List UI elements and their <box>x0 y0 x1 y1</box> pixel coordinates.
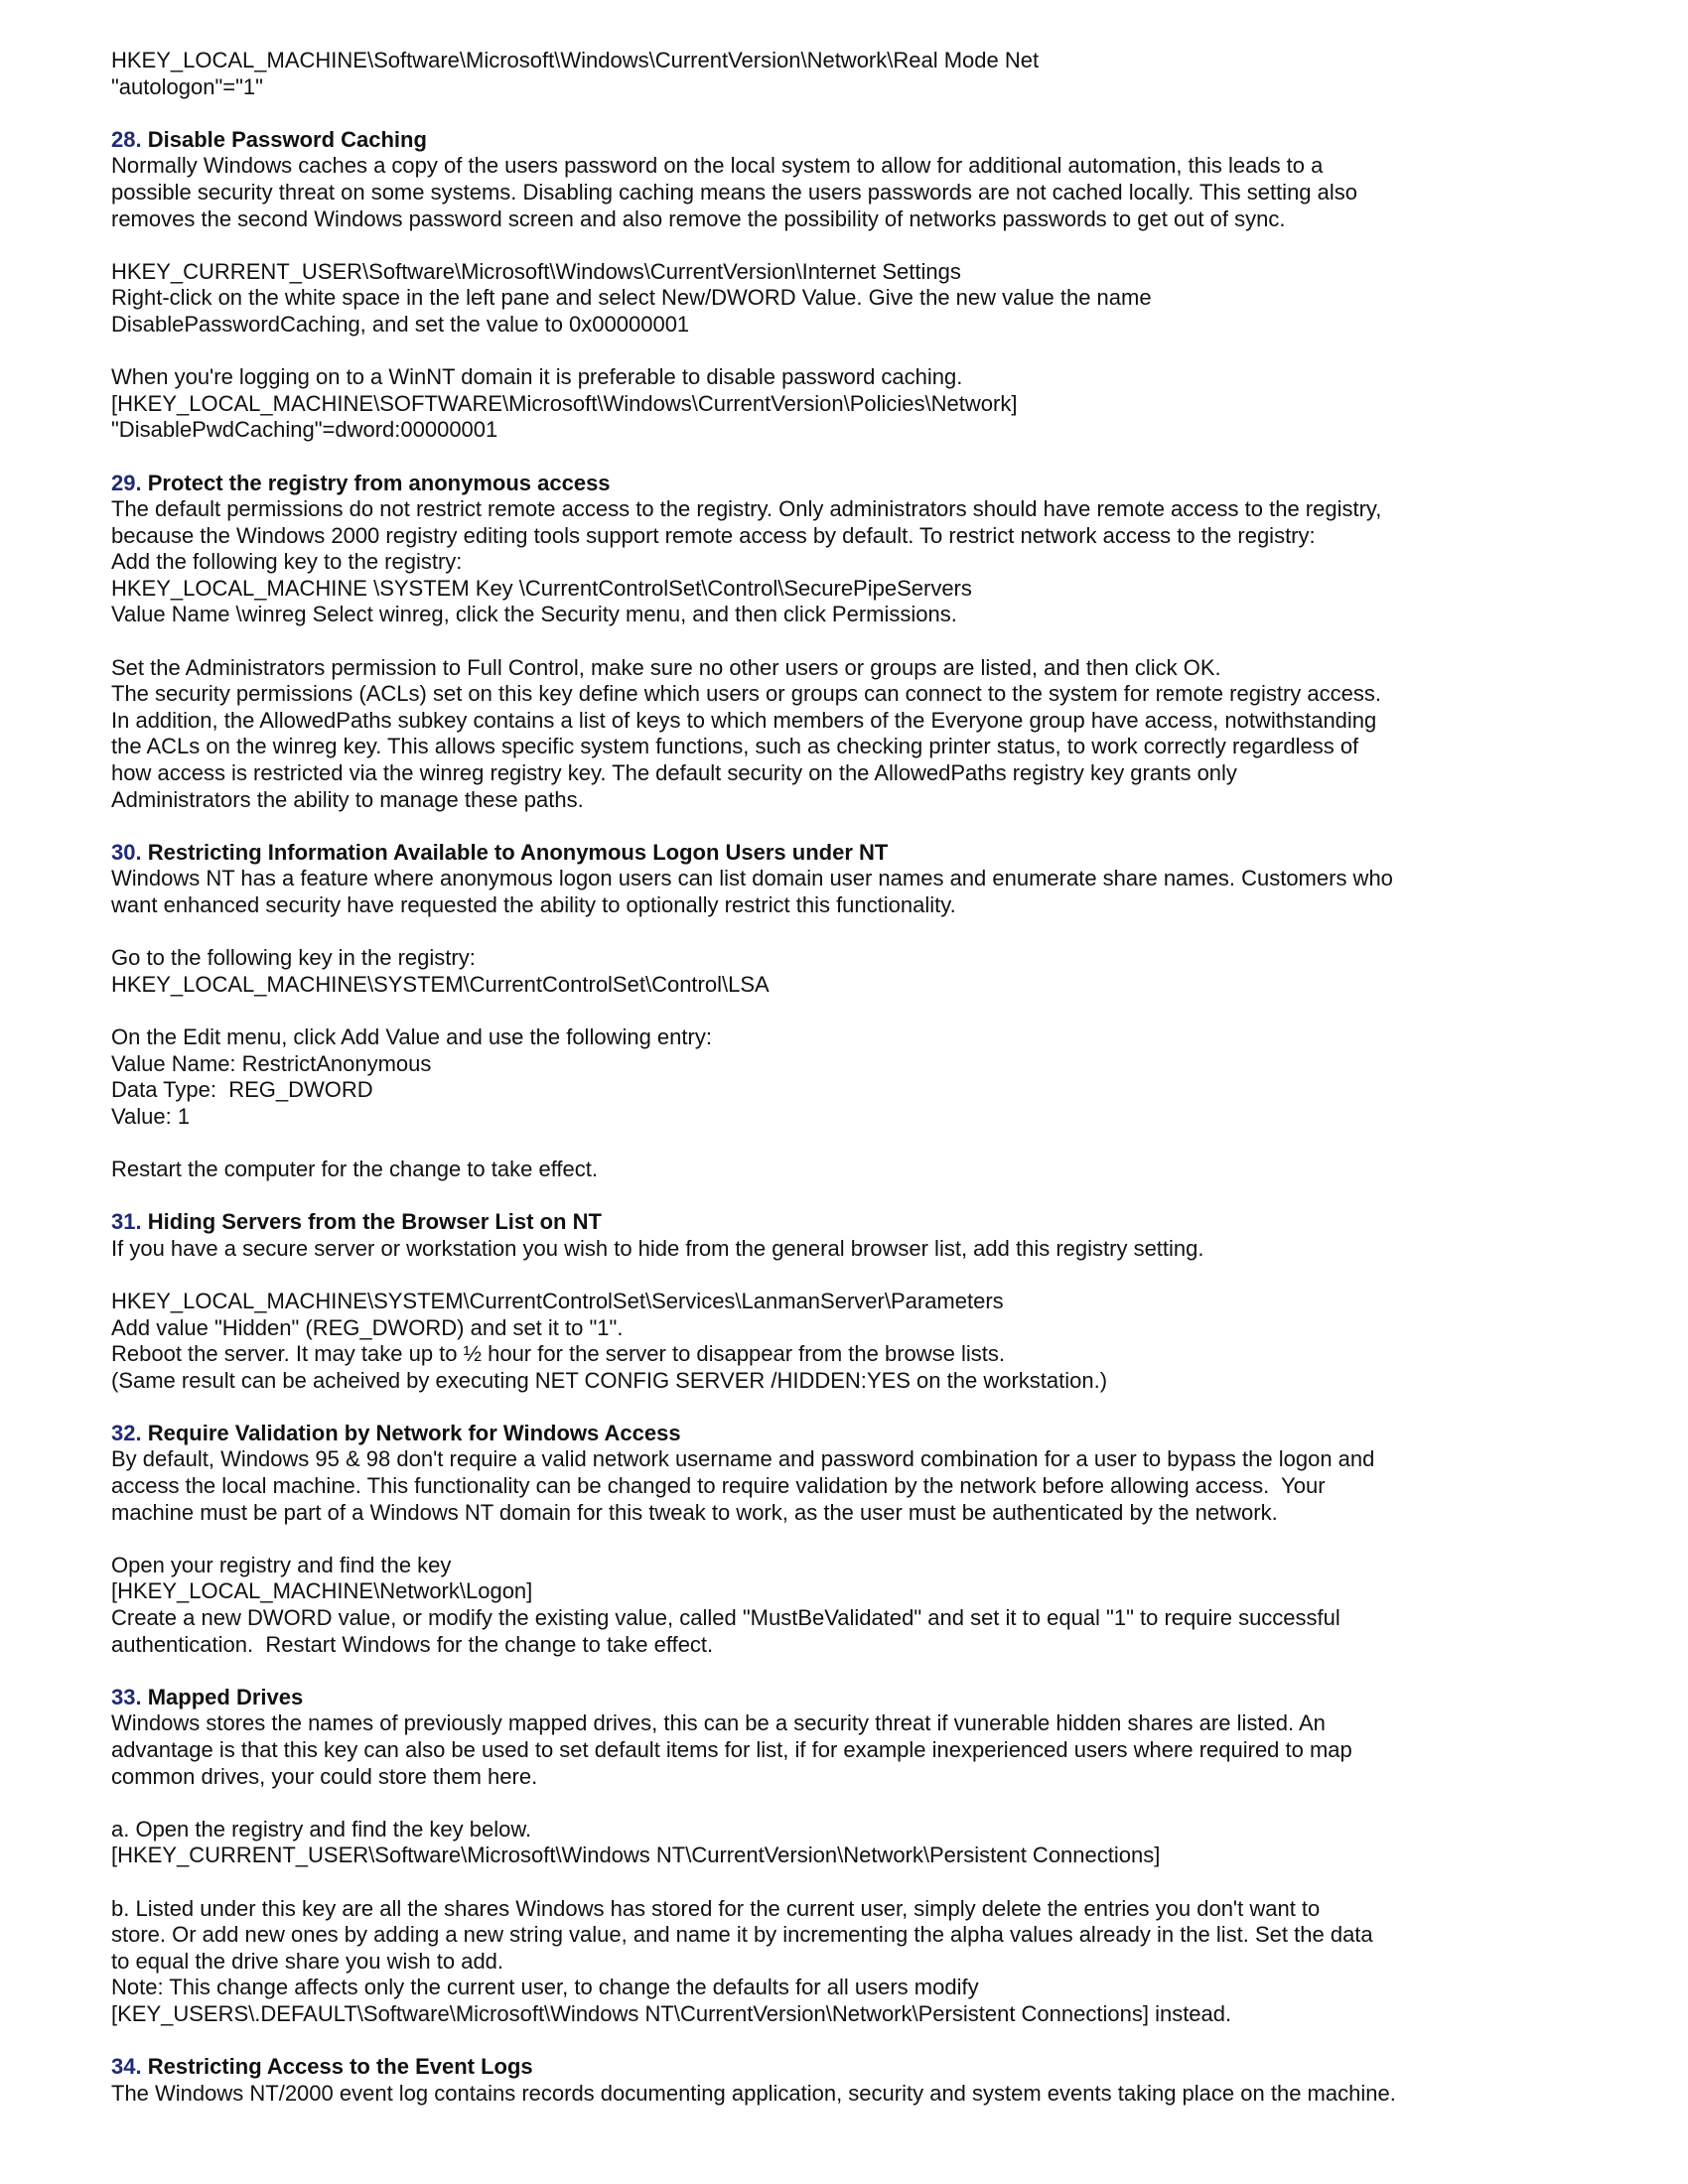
paragraph <box>111 1157 1620 1183</box>
text-line: removes the second Windows password screen and also remove the possibility of networks passwords to get out of sync. <box>111 205 1286 231</box>
text-line: Open your registry and find the key <box>111 1552 452 1577</box>
paragraph <box>111 1024 1620 1130</box>
text-line: because the Windows 2000 registry editing tools support remote access by default. To restrict network access to the registry: <box>111 522 1316 548</box>
text-line: If you have a secure server or workstation you wish to hide from the general browser list, add this registry setting. <box>111 1235 1204 1261</box>
text-line: HKEY_LOCAL_MACHINE \SYSTEM Key \CurrentControlSet\Control\SecurePipeServers <box>111 575 972 601</box>
text-line: b. Listed under this key are all the shares Windows has stored for the current user, simply delete the entries you don't want to <box>111 1895 1321 1921</box>
paragraph <box>111 1817 1620 1869</box>
text-line: want enhanced security have requested the ability to optionally restrict this functionality. <box>111 892 956 917</box>
paragraph <box>111 364 1620 444</box>
text-line: Go to the following key in the registry: <box>111 945 476 971</box>
paragraph <box>111 1896 1620 2028</box>
section-28 <box>111 127 1620 444</box>
section-title: Hiding Servers from the Browser List on NT <box>147 1209 602 1235</box>
section-title: Protect the registry from anonymous access <box>147 470 611 495</box>
text-line: the ACLs on the winreg key. This allows specific system functions, such as checking printer status, to work correctly regardless of <box>111 734 1359 759</box>
text-line: Administrators the ability to manage these paths. <box>111 786 584 812</box>
section-number: 33. <box>111 1684 142 1709</box>
text-line: Value: 1 <box>111 1103 191 1129</box>
text-line: DisablePasswordCaching, and set the value to 0x00000001 <box>111 311 690 337</box>
text-line: [KEY_USERS\.DEFAULT\Software\Microsoft\Windows NT\CurrentVersion\Network\Persistent Connections] instead. <box>111 2000 1232 2026</box>
text-line: common drives, your could store them here. <box>111 1763 538 1789</box>
text-line: machine must be part of a Windows NT domain for this tweak to work, as the user must be authenticated by the network. <box>111 1499 1278 1525</box>
text-line: When you're logging on to a WinNT domain it is preferable to disable password caching. <box>111 364 963 390</box>
paragraph-spacer <box>111 919 1620 946</box>
text-line: Normally Windows caches a copy of the users password on the local system to allow for additional automation, this leads to a <box>111 153 1324 179</box>
text-line: Windows stores the names of previously mapped drives, this can be a security threat if vunerable hidden shares are listed. An <box>111 1710 1326 1736</box>
section-title: Restricting Information Available to Anonymous Logon Users under NT <box>147 839 889 865</box>
text-line: advantage is that this key can also be used to set default items for list, if for example inexperienced users where required to map <box>111 1737 1352 1762</box>
text-line: The Windows NT/2000 event log contains records documenting application, security and system events taking place on the machine. <box>111 2080 1396 2106</box>
paragraph-spacer <box>111 444 1620 471</box>
paragraph <box>111 945 1620 998</box>
registry-line: HKEY_LOCAL_MACHINE\Software\Microsoft\Windows\CurrentVersion\Network\Real Mode Net <box>111 48 1040 72</box>
text-line: to equal the drive share you wish to add. <box>111 1948 504 1974</box>
text-line: Value Name \winreg Select winreg, click the Security menu, and then click Permissions. <box>111 602 957 627</box>
paragraph-spacer <box>111 813 1620 840</box>
text-line: a. Open the registry and find the key below. <box>111 1816 532 1842</box>
section-heading <box>111 840 1620 867</box>
section-heading <box>111 1421 1620 1447</box>
registry-line: "autologon"="1" <box>111 73 263 99</box>
paragraph <box>111 1289 1620 1394</box>
section-title: Require Validation by Network for Windows Access <box>147 1420 681 1445</box>
paragraph <box>111 866 1620 918</box>
section-number: 32. <box>111 1420 142 1445</box>
paragraph-spacer <box>111 1790 1620 1817</box>
text-line: On the Edit menu, click Add Value and use the following entry: <box>111 1024 712 1049</box>
text-line: By default, Windows 95 & 98 don't require a valid network username and password combination for a user to bypass the logon and <box>111 1446 1375 1472</box>
paragraph-spacer <box>111 1394 1620 1421</box>
text-line: Note: This change affects only the current user, to change the defaults for all users modify <box>111 1975 979 2000</box>
paragraph <box>111 259 1620 339</box>
text-line: The default permissions do not restrict remote access to the registry. Only administrators should have remote access to the registry, <box>111 496 1382 522</box>
paragraph <box>111 1446 1620 1526</box>
paragraph <box>111 1236 1620 1263</box>
paragraph <box>111 1553 1620 1658</box>
text-line: "DisablePwdCaching"=dword:00000001 <box>111 417 498 443</box>
paragraph-spacer <box>111 2028 1620 2055</box>
text-line: store. Or add new ones by adding a new string value, and name it by incrementing the alpha values already in the list. Set the data <box>111 1922 1373 1948</box>
text-line: HKEY_LOCAL_MACHINE\SYSTEM\CurrentControlSet\Services\LanmanServer\Parameters <box>111 1288 1004 1313</box>
section-34 <box>111 2054 1620 2107</box>
text-line: Add the following key to the registry: <box>111 549 463 575</box>
text-line: access the local machine. This functionality can be changed to require validation by the network before allowing access. Your <box>111 1473 1326 1499</box>
paragraph <box>111 2081 1620 2108</box>
section-number: 31. <box>111 1209 142 1235</box>
section-title: Mapped Drives <box>147 1684 304 1709</box>
section-title: Restricting Access to the Event Logs <box>147 2054 533 2080</box>
section-number: 34. <box>111 2054 142 2080</box>
paragraph-spacer <box>111 232 1620 259</box>
section-heading <box>111 471 1620 497</box>
text-line: how access is restricted via the winreg registry key. The default security on the AllowedPaths registry key grants only <box>111 760 1237 786</box>
text-line: possible security threat on some systems. Disabling caching means the users passwords are not cached locally. This setting also <box>111 179 1358 205</box>
paragraph-spacer <box>111 1130 1620 1157</box>
section-33 <box>111 1685 1620 2028</box>
paragraph-spacer <box>111 1658 1620 1685</box>
paragraph-spacer <box>111 1262 1620 1289</box>
text-line: Add value "Hidden" (REG_DWORD) and set it to "1". <box>111 1314 624 1340</box>
text-line: [HKEY_CURRENT_USER\Software\Microsoft\Windows NT\CurrentVersion\Network\Persistent Connections] <box>111 1843 1161 1868</box>
text-line: authentication. Restart Windows for the change to take effect. <box>111 1631 714 1657</box>
text-line: Windows NT has a feature where anonymous logon users can list domain user names and enumerate share names. Customers who <box>111 866 1393 891</box>
section-30 <box>111 840 1620 1183</box>
intro-block <box>111 48 1620 100</box>
document-page <box>111 48 1620 2107</box>
section-29 <box>111 471 1620 814</box>
section-heading <box>111 1685 1620 1711</box>
text-line: Create a new DWORD value, or modify the existing value, called "MustBeValidated" and set it to equal "1" to require successful <box>111 1605 1340 1631</box>
paragraph-spacer <box>111 100 1620 127</box>
text-line: (Same result can be acheived by executing NET CONFIG SERVER /HIDDEN:YES on the workstation.) <box>111 1367 1108 1393</box>
text-line: Data Type: REG_DWORD <box>111 1077 373 1103</box>
section-heading <box>111 1209 1620 1236</box>
section-title: Disable Password Caching <box>147 126 427 152</box>
paragraph-spacer <box>111 998 1620 1024</box>
text-line: Restart the computer for the change to take effect. <box>111 1156 598 1181</box>
paragraph <box>111 655 1620 814</box>
section-heading <box>111 2054 1620 2081</box>
section-31 <box>111 1209 1620 1394</box>
paragraph <box>111 1710 1620 1790</box>
paragraph-spacer <box>111 1869 1620 1896</box>
section-number: 30. <box>111 839 142 865</box>
text-line: In addition, the AllowedPaths subkey contains a list of keys to which members of the Everyone group have access, notwithstanding <box>111 707 1377 733</box>
section-number: 28. <box>111 126 142 152</box>
section-heading <box>111 127 1620 154</box>
text-line: Right-click on the white space in the left pane and select New/DWORD Value. Give the new value the name <box>111 285 1152 311</box>
text-line: [HKEY_LOCAL_MACHINE\SOFTWARE\Microsoft\Windows\CurrentVersion\Policies\Network] <box>111 390 1018 416</box>
text-line: HKEY_CURRENT_USER\Software\Microsoft\Windows\CurrentVersion\Internet Settings <box>111 258 961 284</box>
text-line: [HKEY_LOCAL_MACHINE\Network\Logon] <box>111 1578 533 1604</box>
paragraph <box>111 153 1620 232</box>
text-line: Reboot the server. It may take up to ½ hour for the server to disappear from the browse lists. <box>111 1341 1005 1367</box>
text-line: Value Name: RestrictAnonymous <box>111 1050 432 1076</box>
section-32 <box>111 1421 1620 1658</box>
paragraph-spacer <box>111 1526 1620 1553</box>
paragraph-spacer <box>111 339 1620 365</box>
text-line: Set the Administrators permission to Full Control, make sure no other users or groups are listed, and then click OK. <box>111 654 1221 680</box>
text-line: HKEY_LOCAL_MACHINE\SYSTEM\CurrentControlSet\Control\LSA <box>111 971 770 997</box>
section-number: 29. <box>111 470 142 495</box>
paragraph <box>111 496 1620 628</box>
paragraph-spacer <box>111 628 1620 655</box>
paragraph-spacer <box>111 1183 1620 1210</box>
text-line: The security permissions (ACLs) set on this key define which users or groups can connect to the system for remote registry access. <box>111 681 1381 707</box>
